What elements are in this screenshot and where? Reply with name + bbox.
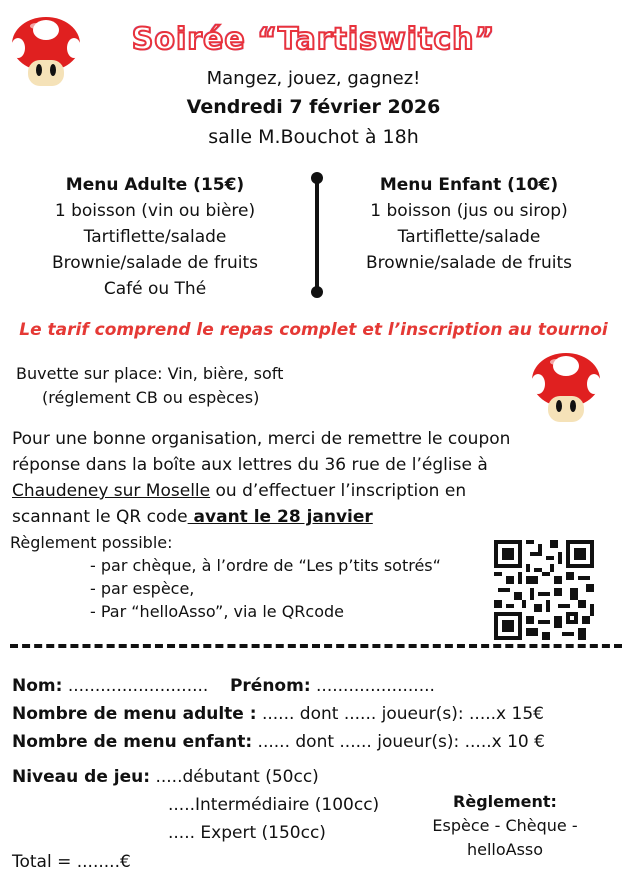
level-label: Niveau de jeu: [12, 767, 151, 787]
reglement-options[interactable]: helloAsso [466, 840, 544, 859]
level-row [12, 767, 319, 787]
name-row [12, 676, 435, 696]
adult-count-field[interactable]: ...... dont ...... joueur(s): .....x 15€ [256, 704, 544, 724]
event-date: Vendredi 7 février 2026 [186, 96, 441, 118]
child-count-label: Nombre de menu enfant: [12, 732, 253, 752]
orga-line: Pour une bonne organisation, merci de remettre le coupon [12, 429, 511, 449]
reglement-box [420, 790, 590, 862]
payment-options [10, 531, 441, 623]
adult-menu-row [12, 704, 544, 724]
divider-dot [311, 172, 323, 184]
payment-option: - par chèque, à l’ordre de “Les p’tits sotrés“ [90, 556, 441, 575]
buvette-info [16, 362, 283, 410]
adult-count-label: Nombre de menu adulte : [12, 704, 257, 724]
level-option[interactable]: .....Intermédiaire (100cc) [168, 795, 380, 815]
menu-adult [20, 172, 290, 302]
menu-adult-item: 1 boisson (vin ou bière) [54, 201, 256, 221]
buvette-line: Buvette sur place: Vin, bière, soft [16, 364, 284, 383]
page-title: Soirée “Tartiswitch” [131, 22, 496, 57]
menu-child-item: 1 boisson (jus ou sirop) [370, 201, 568, 221]
menu-adult-item: Café ou Thé [103, 279, 207, 299]
nom-field[interactable]: .......................... [62, 676, 209, 696]
orga-line [12, 478, 572, 504]
menu-child-item: Tartiflette/salade [397, 227, 541, 247]
orga-line: réponse dans la boîte aux lettres du 36 rue de l’église à [12, 455, 488, 475]
tarif-note: Le tarif comprend le repas complet et l’inscription au tournoi [19, 320, 608, 340]
payment-option: - Par “helloAsso”, via le QRcode [90, 602, 344, 621]
reglement-options[interactable]: Espèce - Chèque - [432, 816, 578, 835]
nom-label: Nom: [12, 676, 63, 696]
total-field[interactable]: Total = ........€ [12, 852, 131, 872]
organisation-paragraph [12, 426, 572, 530]
level-option[interactable]: .....débutant (50cc) [150, 767, 319, 787]
prenom-label: Prénom: [229, 676, 311, 696]
buvette-line: (réglement CB ou espèces) [42, 388, 260, 407]
child-count-field[interactable]: ...... dont ...... joueur(s): .....x 10 € [252, 732, 545, 752]
orga-text: ou d’effectuer l’inscription en [210, 481, 467, 501]
orga-text: scannant le QR code [12, 507, 188, 527]
deadline: avant le 28 janvier [187, 507, 373, 527]
menu-divider [315, 178, 319, 292]
menu-child [334, 172, 604, 276]
orga-line [12, 504, 572, 530]
event-place: salle M.Bouchot à 18h [208, 126, 419, 148]
qr-code[interactable] [494, 540, 594, 640]
prenom-field[interactable]: ...................... [310, 676, 435, 696]
menu-adult-title: Menu Adulte (15€) [65, 175, 245, 195]
divider-dot [311, 286, 323, 298]
child-menu-row [12, 732, 545, 752]
town-name: Chaudeney sur Moselle [12, 481, 211, 501]
subtitle: Mangez, jouez, gagnez! [206, 68, 421, 89]
reglement-title: Règlement: [453, 792, 557, 811]
menu-child-title: Menu Enfant (10€) [379, 175, 559, 195]
payment-option: - par espèce, [90, 579, 195, 598]
menu-child-item: Brownie/salade de fruits [366, 253, 572, 273]
menu-adult-item: Tartiflette/salade [83, 227, 227, 247]
menu-adult-item: Brownie/salade de fruits [52, 253, 258, 273]
mushroom-icon [526, 348, 606, 428]
payment-title: Règlement possible: [10, 533, 173, 552]
cut-line [10, 644, 622, 648]
level-option[interactable]: ..... Expert (150cc) [168, 823, 326, 843]
